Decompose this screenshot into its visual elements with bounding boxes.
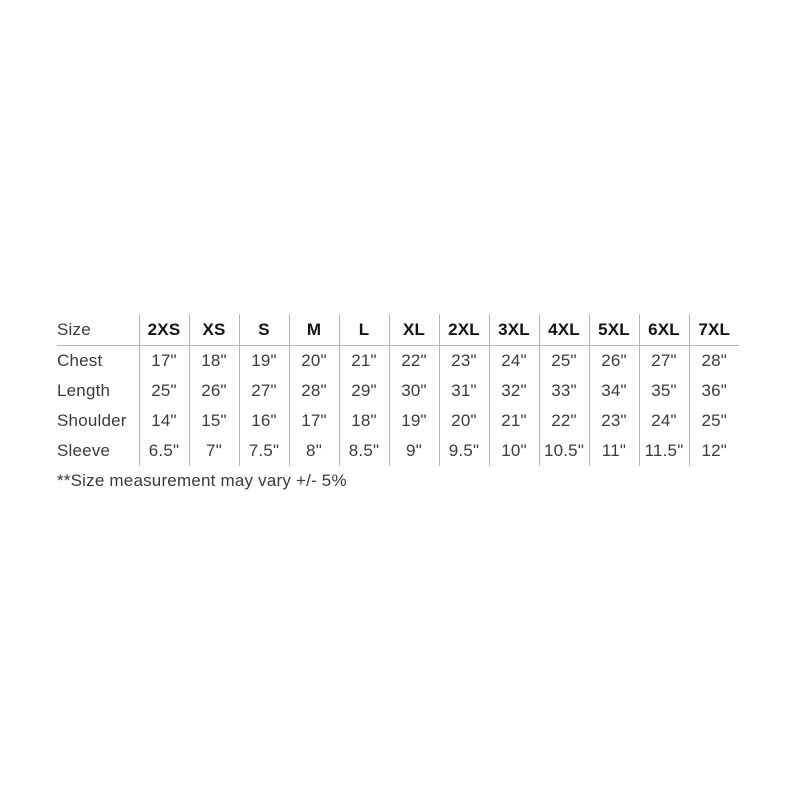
column-header-2xs: 2XS: [139, 314, 189, 346]
measurement-cell: 16": [239, 406, 289, 436]
measurement-cell: 20": [289, 346, 339, 377]
measurement-cell: 32": [489, 376, 539, 406]
measurement-cell: 36": [701, 381, 728, 400]
measurement-cell: 17": [139, 346, 189, 377]
measurement-cell: 28": [701, 351, 728, 370]
measurement-cell: 15": [189, 406, 239, 436]
size-chart: [57, 314, 739, 491]
measurement-cell: 25": [701, 411, 728, 430]
measurement-cell: 21": [339, 346, 389, 377]
measurement-cell: 24": [489, 346, 539, 377]
measurement-cell: 23": [439, 346, 489, 377]
measurement-cell: 27": [239, 376, 289, 406]
measurement-cell: 9": [389, 436, 439, 466]
column-header-3xl: 3XL: [489, 314, 539, 346]
measurement-cell: 22": [389, 346, 439, 377]
column-header-7xl: 7XL: [689, 314, 739, 346]
measurement-cell: 6.5": [139, 436, 189, 466]
measurement-cell: 31": [439, 376, 489, 406]
measurement-cell: 11.5": [639, 436, 689, 466]
table-row: [57, 346, 739, 377]
size-footnote: **Size measurement may vary +/- 5%: [57, 471, 347, 490]
measurement-cell: 27": [639, 346, 689, 377]
measurement-cell: 8": [289, 436, 339, 466]
column-header-m: M: [289, 314, 339, 346]
measurement-cell: 12": [701, 441, 728, 460]
row-label-shoulder: Shoulder: [57, 406, 139, 436]
measurement-cell: 10": [489, 436, 539, 466]
measurement-cell: 18": [339, 406, 389, 436]
measurement-cell: 19": [389, 406, 439, 436]
measurement-cell: 7.5": [239, 436, 289, 466]
measurement-cell: 26": [589, 346, 639, 377]
measurement-cell: 19": [239, 346, 289, 377]
column-header-xl: XL: [389, 314, 439, 346]
measurement-cell: 28": [289, 376, 339, 406]
measurement-cell: 22": [539, 406, 589, 436]
size-table: [57, 314, 739, 466]
measurement-cell: 25": [139, 376, 189, 406]
measurement-cell: 25": [539, 346, 589, 377]
row-label-length: Length: [57, 376, 139, 406]
measurement-cell: 23": [589, 406, 639, 436]
measurement-cell: 29": [339, 376, 389, 406]
row-label-sleeve: Sleeve: [57, 436, 139, 466]
row-label-chest: Chest: [57, 346, 139, 377]
measurement-cell: 8.5": [339, 436, 389, 466]
measurement-cell: 9.5": [439, 436, 489, 466]
table-body: [57, 346, 739, 467]
column-header-6xl: 6XL: [639, 314, 689, 346]
table-row: [57, 436, 739, 466]
column-header-4xl: 4XL: [539, 314, 589, 346]
table-row: [57, 406, 739, 436]
measurement-cell: 33": [539, 376, 589, 406]
measurement-cell: 21": [489, 406, 539, 436]
measurement-cell: 18": [189, 346, 239, 377]
measurement-cell: 17": [289, 406, 339, 436]
measurement-cell: 35": [639, 376, 689, 406]
measurement-cell: 11": [589, 436, 639, 466]
measurement-cell: 34": [589, 376, 639, 406]
column-header-5xl: 5XL: [589, 314, 639, 346]
measurement-cell: 10.5": [539, 436, 589, 466]
table-row: [57, 376, 739, 406]
measurement-cell: 14": [139, 406, 189, 436]
measurement-cell: 26": [189, 376, 239, 406]
column-header-xs: XS: [189, 314, 239, 346]
column-header-l: L: [339, 314, 389, 346]
column-header-s: S: [239, 314, 289, 346]
measurement-cell: 24": [639, 406, 689, 436]
column-header-2xl: 2XL: [439, 314, 489, 346]
measurement-cell: 30": [389, 376, 439, 406]
corner-header-size: Size: [57, 314, 139, 346]
measurement-cell: 7": [189, 436, 239, 466]
header-row: [57, 314, 739, 346]
measurement-cell: 20": [439, 406, 489, 436]
